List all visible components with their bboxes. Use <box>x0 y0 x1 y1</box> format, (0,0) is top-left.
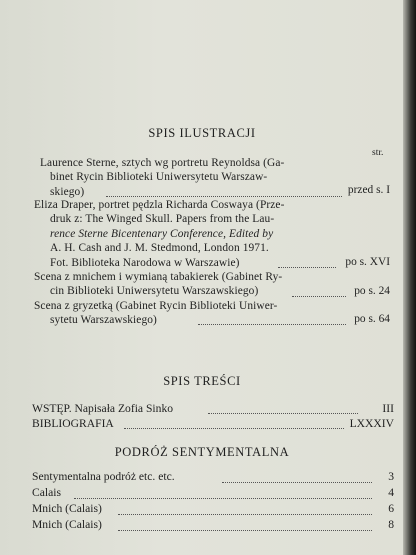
leader-dots <box>74 498 372 499</box>
part-page: 4 <box>388 486 394 499</box>
leader-dots <box>106 196 342 197</box>
illustration-page-3: po s. 24 <box>354 285 390 297</box>
part-page: 6 <box>388 502 394 515</box>
illustration-page-1: przed s. I <box>347 184 390 196</box>
part-page: 3 <box>388 470 394 483</box>
illustration-entry-3 <box>34 270 282 299</box>
part-title: Sentymentalna podróż etc. etc. <box>32 470 175 483</box>
leader-dots <box>118 514 372 515</box>
contents-title: BIBLIOGRAFIA <box>32 417 114 430</box>
part-title: Mnich (Calais) <box>32 502 102 515</box>
part-title: Mnich (Calais) <box>32 518 102 531</box>
entry-line: Scena z gryzetką (Gabinet Rycin Biblioteki Uniwer- <box>34 300 278 312</box>
entry-line: cin Biblioteki Uniwersytetu Warszawskiego) <box>50 285 259 298</box>
part-heading: PODRÓŻ SENTYMENTALNA <box>114 445 290 459</box>
leader-dots <box>208 413 358 414</box>
leader-dots <box>118 530 372 531</box>
part-title: Calais <box>32 486 61 499</box>
entry-line: skiego) <box>50 185 85 198</box>
leader-dots <box>278 267 336 268</box>
entry-line: binet Rycin Biblioteki Uniwersytetu Warszaw- <box>50 171 268 184</box>
page-column-label: str. <box>372 148 384 158</box>
illustration-entry-1 <box>40 156 284 199</box>
contents-heading: SPIS TREŚCI <box>163 374 241 388</box>
contents-page: LXXXIV <box>349 417 394 430</box>
leader-dots <box>198 324 346 325</box>
entry-line: A. H. Cash and J. M. Stedmond, London 1971. <box>50 242 269 255</box>
book-spine-shadow <box>403 0 416 555</box>
illustration-page-4: po s. 64 <box>354 313 390 325</box>
leader-dots <box>222 482 372 483</box>
contents-title: WSTĘP. Napisała Zofia Sinko <box>32 402 174 415</box>
entry-line: sytetu Warszawskiego) <box>50 314 157 327</box>
leader-dots <box>124 428 344 429</box>
illustration-page-2: po s. XVI <box>345 256 390 268</box>
illustration-entry-2 <box>34 198 284 270</box>
entry-line: rence Sterne Bicentenary Conference, Edited by <box>50 227 274 240</box>
part-page: 8 <box>388 518 394 531</box>
entry-line: Fot. Biblioteka Narodowa w Warszawie) <box>50 256 240 269</box>
entry-line: Scena z mnichem i wymianą tabakierek (Gabinet Ry- <box>34 271 283 283</box>
entry-line: Laurence Sterne, sztych wg portretu Reynoldsa (Ga- <box>40 157 285 169</box>
illustrations-heading: SPIS ILUSTRACJI <box>148 126 256 140</box>
entry-line: Eliza Draper, portret pędzla Richarda Coswaya (Prze- <box>34 199 285 211</box>
leader-dots <box>292 296 346 297</box>
entry-line: druk z: The Winged Skull. Papers from the Lau- <box>50 213 275 226</box>
contents-page: III <box>382 402 394 415</box>
